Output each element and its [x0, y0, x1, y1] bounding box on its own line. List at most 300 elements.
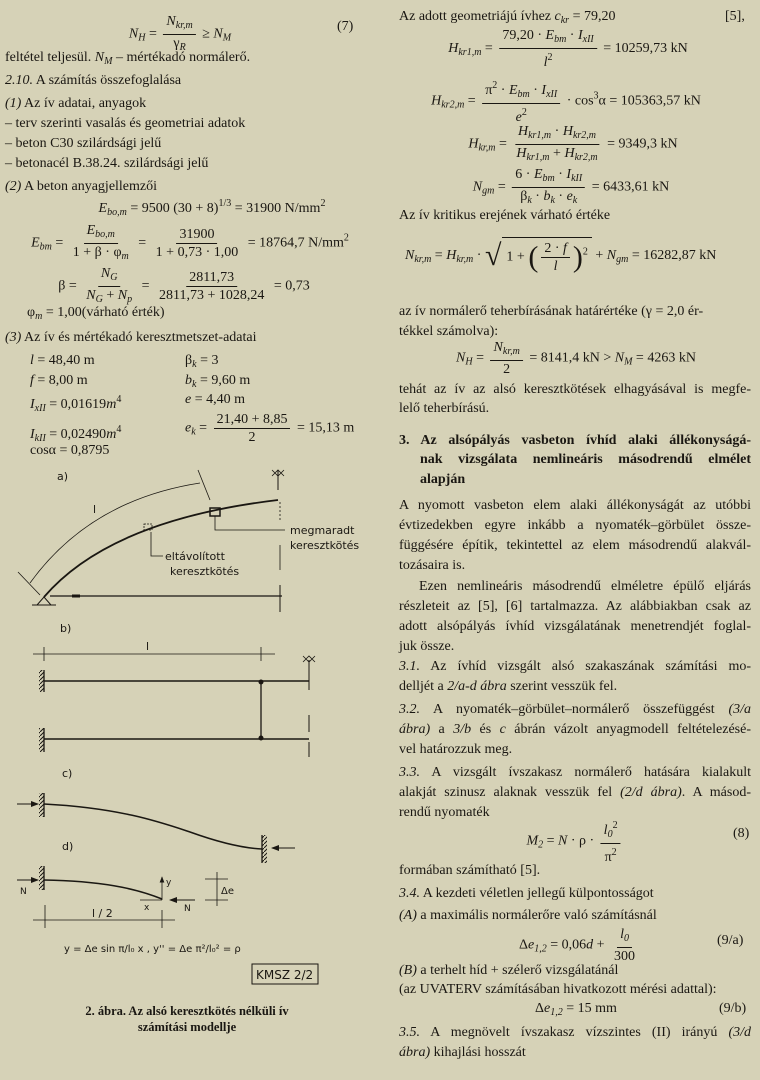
square-root: [484, 239, 592, 274]
text-line: juk össze.: [399, 639, 455, 654]
text: =: [495, 136, 511, 152]
kept-label: keresztkötés: [290, 539, 360, 552]
denominator: [500, 361, 513, 378]
italic-text: N: [86, 288, 96, 303]
italic-text: 3/b: [453, 722, 472, 737]
subscript: 1,2: [550, 1007, 563, 1018]
formula-m2: [526, 817, 623, 866]
subscript: bo,m: [107, 207, 127, 218]
param: [30, 391, 121, 418]
text: = 48,40 m: [33, 353, 95, 368]
superscript: 2: [582, 246, 588, 258]
superscript: 2: [547, 52, 553, 63]
text-line: [399, 1044, 526, 1062]
superscript: 3: [593, 90, 599, 102]
label-c: c): [62, 767, 73, 780]
superscript: 2: [611, 847, 617, 858]
italic-text: (2): [5, 179, 22, 194]
fixed-support-icon: [39, 670, 44, 692]
italic-text: H: [564, 146, 575, 161]
text: Az ív adatai, anyagok: [21, 96, 147, 111]
denominator: [517, 188, 580, 209]
text: =: [134, 235, 150, 251]
text: =: [51, 235, 67, 251]
italic-text: l: [620, 927, 624, 942]
subscript: kII: [571, 173, 583, 184]
formula-hkr1: [448, 27, 688, 71]
text: kihajlási hosszát: [430, 1045, 526, 1060]
italic-text: E: [508, 83, 518, 98]
text: = 8141,4 kN >: [525, 350, 615, 366]
italic-text: H: [517, 124, 529, 139]
text: =: [464, 93, 480, 109]
italic-text: M: [526, 833, 539, 849]
text: delljét a: [399, 679, 448, 694]
subscript: kr,m: [414, 254, 432, 266]
italic-text: I: [30, 397, 35, 412]
text-line: [5, 178, 157, 196]
text: Az adott geometriájú ívhez: [399, 9, 555, 24]
param: [30, 352, 95, 370]
italic-text: H: [446, 248, 457, 264]
subscript: k: [192, 379, 197, 390]
text: +: [591, 248, 607, 264]
arch-curve: [44, 500, 278, 597]
param: [30, 372, 88, 390]
italic-text: N: [456, 350, 466, 366]
text: π: [604, 850, 612, 865]
text: – mértékadó normálerő.: [112, 50, 251, 65]
subscript: R: [179, 42, 186, 53]
text: β: [520, 189, 528, 204]
italic-text: l: [30, 353, 34, 368]
figure-formula: y = Δe sin π/l₀ x , y'' = Δe π²/l₀² = ρ: [64, 944, 241, 955]
italic-text: e: [515, 110, 522, 125]
italic-text: c: [554, 9, 561, 24]
subscript: kr,m: [456, 254, 474, 266]
text-line: [5, 95, 146, 113]
subscript: xII: [546, 89, 558, 100]
italic-text: ábra): [399, 1045, 431, 1060]
italic-text: N: [166, 14, 176, 29]
subscript: kr1,m: [528, 130, 552, 141]
text: ·: [554, 167, 567, 182]
text: Az ívhíd vizsgált alsó szakaszának számítási mo-: [420, 659, 751, 674]
italic-text: E: [86, 223, 96, 238]
superscript: 2: [492, 80, 498, 91]
text-line: [5, 329, 257, 347]
italic-text: f: [30, 373, 34, 388]
italic-text: H: [468, 136, 479, 152]
italic-text: N: [606, 248, 617, 264]
text: = 4263 kN: [632, 350, 696, 366]
subscript: G: [95, 294, 103, 305]
axis-label: x: [144, 903, 150, 913]
italic-text: 3.5.: [399, 1025, 420, 1040]
text: . A másod-: [681, 785, 751, 800]
text: · cos: [563, 93, 594, 109]
removed-label: eltávolított: [165, 550, 225, 563]
italic-text: I: [30, 427, 35, 442]
fraction: [541, 240, 570, 275]
italic-text: m: [106, 397, 117, 412]
italic-text: 2.10.: [5, 73, 33, 88]
text: +: [102, 288, 118, 303]
denominator: [153, 244, 242, 261]
axis-label: y: [166, 878, 172, 888]
subscript: xII: [34, 403, 46, 414]
fraction: [491, 339, 523, 378]
numerator: [491, 339, 523, 361]
text: 2: [503, 362, 511, 377]
text: = 0,01619: [45, 397, 107, 412]
italic-text: l: [543, 55, 548, 70]
numerator: [482, 77, 560, 104]
radical-icon: √: [484, 239, 502, 272]
subscript: 0: [607, 829, 613, 840]
subscript: M: [104, 56, 113, 67]
italic-text: 3.2.: [399, 702, 420, 717]
text: ·: [554, 189, 567, 204]
denominator: [70, 244, 132, 265]
fraction: [611, 926, 638, 965]
force-label: N: [184, 904, 191, 914]
text: = 0,73: [270, 278, 310, 294]
formula-nkr: [405, 237, 716, 275]
italic-text: I: [541, 83, 547, 98]
fraction: [482, 77, 560, 126]
text-line: [399, 885, 654, 903]
text: 1 + β · φ: [72, 245, 122, 260]
subscript: gm: [482, 185, 495, 197]
italic-text: N: [128, 26, 139, 42]
numerator: [499, 27, 596, 49]
text: = 0,06: [546, 937, 587, 953]
italic-text: H: [448, 41, 459, 57]
formula-ebm: [31, 222, 349, 265]
subscript: kr1,m: [458, 47, 482, 59]
text: =: [472, 350, 488, 366]
italic-text: H: [562, 124, 573, 139]
text: alakját szinusz alaknak vesszük fel: [399, 785, 621, 800]
italic-text: e: [185, 420, 192, 436]
numerator: [176, 226, 217, 244]
italic-text: c: [499, 722, 506, 737]
text: = 31900 N/mm: [231, 201, 321, 216]
half-length-label: l / 2: [92, 907, 113, 920]
formula-phi: [27, 304, 165, 326]
text: = 10259,73 kN: [599, 41, 688, 57]
subscript: bo,m: [95, 229, 115, 240]
text: = 9,60 m: [196, 373, 251, 388]
italic-text: f: [563, 241, 567, 256]
formula-beta: [58, 265, 310, 308]
italic-text: N: [614, 350, 625, 366]
subscript: k: [191, 426, 196, 438]
superscript: 1/3: [218, 198, 232, 209]
subscript: kr: [560, 15, 570, 26]
text: A kezdeti véletlen jellegű külpontosságot: [420, 886, 654, 901]
parenthesis: (: [528, 240, 539, 274]
label-b: b): [60, 622, 72, 635]
subscript: m: [121, 251, 129, 262]
delta-e-label: Δe: [221, 886, 234, 897]
text: feltétel teljesül.: [5, 50, 95, 65]
numerator: [98, 265, 121, 287]
subscript: k: [527, 195, 532, 206]
text: +: [549, 146, 565, 161]
parenthesis: ): [572, 240, 583, 274]
italic-text: (A): [399, 908, 417, 923]
text: = 9500 (30 + 8): [126, 201, 219, 216]
text-line: tozásaira is.: [399, 558, 466, 573]
text-line: Ezen nemlineáris másodrendű elméletre épülő eljárás: [419, 579, 751, 594]
subscript: kr2,m: [441, 99, 465, 111]
italic-text: E: [545, 28, 555, 43]
italic-text: e: [185, 392, 192, 407]
subscript: p: [127, 294, 133, 305]
text: a terhelt híd + szélerő vizsgálatánál: [416, 963, 619, 978]
text: +: [593, 937, 609, 953]
text: ·: [566, 28, 578, 43]
subscript: kr,m: [502, 346, 520, 357]
subscript: kr1,m: [526, 152, 550, 163]
italic-text: 3.4.: [399, 886, 420, 901]
numerator: [617, 926, 632, 948]
superscript: 4: [116, 394, 122, 405]
fraction: [601, 817, 621, 866]
italic-text: (B): [399, 963, 417, 978]
italic-text: (3/a: [728, 702, 751, 717]
fraction: [70, 222, 132, 265]
equation-number: (9/a): [717, 933, 744, 948]
italic-text: N: [94, 50, 105, 65]
text-line: [399, 764, 751, 782]
text-line: [399, 784, 751, 802]
subscript: kr2,m: [572, 130, 596, 141]
superscript: 2: [521, 107, 527, 118]
superscript: 2: [320, 198, 326, 209]
numerator: [186, 269, 237, 287]
text: = 79,20: [569, 9, 616, 24]
formula-ebo: [99, 195, 326, 222]
text: cosα = 0,8795: [30, 443, 110, 458]
italic-text: l: [603, 823, 608, 838]
text: = 1,00(várható érték): [42, 305, 165, 320]
italic-text: m: [106, 427, 117, 442]
italic-text: (1): [5, 96, 22, 111]
text: φ: [27, 305, 36, 320]
text: = 4,40 m: [191, 392, 246, 407]
text: =: [195, 420, 211, 436]
kept-label: megmaradt: [290, 524, 355, 537]
numerator: [541, 240, 570, 258]
text: 2: [248, 430, 256, 445]
list-item: – terv szerinti vasalás és geometriai adatok: [5, 116, 246, 131]
italic-text: E: [533, 167, 543, 182]
formula-9a: [519, 926, 641, 965]
subscript: H: [138, 32, 146, 44]
label-a: a): [57, 470, 69, 483]
label-d: d): [62, 840, 74, 853]
formula-nh: [456, 339, 696, 378]
italic-text: E: [31, 235, 40, 251]
text: ·: [529, 83, 542, 98]
param: [185, 391, 245, 409]
text: 1 +: [506, 249, 529, 265]
fraction: [83, 265, 135, 308]
italic-text: I: [566, 167, 572, 182]
italic-text: N: [472, 179, 483, 195]
text: 300: [614, 949, 636, 964]
italic-text: E: [98, 201, 108, 216]
denominator: [541, 49, 556, 71]
italic-text: N: [117, 288, 128, 303]
italic-text: e: [544, 1001, 551, 1016]
fixed-support-icon: [39, 728, 44, 752]
superscript: 2: [612, 820, 618, 831]
italic-text: ábra): [399, 722, 431, 737]
dimension-label: l: [146, 640, 150, 653]
param: [185, 411, 354, 446]
text-line: tékkel számolva):: [399, 324, 499, 339]
text: =: [138, 278, 153, 294]
equation-number: (7): [337, 19, 354, 34]
italic-text: (2/d ábra): [620, 785, 682, 800]
text-line: A nyomott vasbeton elem alaki állékonyságát az utóbbi: [399, 498, 751, 513]
italic-text: e: [527, 937, 535, 953]
reference: [5],: [725, 9, 745, 24]
text: A nyomaték–görbület–normálerő összefüggést: [420, 702, 729, 717]
text: 2 ·: [544, 241, 563, 256]
subscript: H: [465, 356, 473, 368]
text-line: vel határozzuk meg.: [399, 742, 513, 757]
text: ábrán vázolt anyagmodell feltételezésé-: [505, 722, 751, 737]
subscript: xII: [582, 34, 594, 45]
italic-text: l: [553, 259, 558, 274]
text: · ρ ·: [567, 833, 598, 849]
text-line: lelő teherbírású.: [399, 401, 490, 416]
italic-text: I: [577, 28, 583, 43]
subscript: bm: [542, 173, 555, 184]
figure-stamp: KMSZ 2/2: [256, 968, 314, 982]
text: 31900: [179, 227, 215, 242]
italic-text: (3/d: [728, 1025, 751, 1040]
subscript: 1,2: [534, 943, 547, 955]
text: =: [431, 248, 447, 264]
text: A beton anyagjellemzői: [21, 179, 158, 194]
text-line: évtizedekben egyre inkább a nyomaték–görbület össze-: [399, 518, 751, 533]
italic-text: 3.3.: [399, 765, 420, 780]
list-item: – betonacél B.38.24. szilárdsági jelű: [5, 156, 209, 171]
text: = 6433,61 kN: [588, 179, 670, 195]
formula-ngm: [473, 166, 669, 209]
support-icon: [37, 597, 51, 605]
italic-text: 3.1.: [399, 659, 420, 674]
denominator: [246, 429, 259, 446]
italic-text: N: [100, 266, 111, 281]
italic-text: (3): [5, 330, 22, 345]
figure-caption: 2. ábra. Az alsó keresztkötés nélküli ív: [85, 1004, 289, 1018]
text: = 15 mm: [562, 1001, 617, 1016]
figure-caption: számítási modellje: [137, 1020, 237, 1034]
numerator: [512, 166, 585, 188]
text-line: [399, 907, 657, 925]
italic-text: b: [185, 373, 192, 388]
italic-text: N: [558, 833, 568, 849]
half-beam: [44, 880, 162, 899]
text: 21,40 + 8,85: [216, 412, 288, 427]
subscript: k: [550, 195, 555, 206]
fraction: [499, 27, 596, 71]
text-line: tehát az ív az alsó keresztkötések elhagyásával is megfe-: [399, 382, 751, 397]
subscript: 0: [623, 933, 629, 944]
equation-number: (9/b): [719, 1001, 747, 1016]
denominator: [551, 258, 561, 275]
subscript: G: [110, 272, 118, 283]
text-line: [399, 678, 617, 696]
text-line: [5, 49, 250, 71]
subscript: gm: [616, 254, 629, 266]
text: és: [471, 722, 500, 737]
subscript: kr,m: [478, 142, 496, 154]
text: ·: [497, 83, 509, 98]
removed-label: keresztkötés: [170, 565, 240, 578]
italic-text: b: [543, 189, 551, 204]
text: A megnövelt ívszakasz vízszintes (II) irányú: [420, 1025, 729, 1040]
text-line: [399, 962, 618, 980]
text: a: [430, 722, 454, 737]
text: ·: [531, 189, 544, 204]
text: A vizsgált ívszakasz normálerő hatására kialakult: [420, 765, 751, 780]
text: 79,20 ·: [502, 28, 546, 43]
subscript: bm: [554, 34, 567, 45]
text-line: Az ív kritikus erejének várható értéke: [399, 208, 611, 223]
section-heading: alapján: [420, 472, 466, 487]
formula-9b: [535, 1000, 617, 1022]
denominator: [156, 287, 267, 304]
param: [185, 352, 218, 374]
subscript: k: [572, 195, 578, 206]
italic-text: N: [493, 340, 503, 355]
italic-text: H: [431, 93, 442, 109]
subscript: 2: [538, 839, 544, 851]
text-line: részleteit az [5], [6] tartalmazza. Az alábbiakban csak az: [399, 599, 751, 614]
text: szerint vesszük fel.: [506, 679, 618, 694]
subscript: k: [192, 359, 197, 370]
text-line: adott alsópályás ívhíd vizsgálatának menetrendjét foglal-: [399, 619, 751, 634]
italic-text: N: [405, 248, 415, 264]
denominator: [602, 844, 620, 866]
text: 1 + 0,73 · 1,00: [155, 245, 239, 260]
text-line: [399, 1024, 751, 1042]
section-heading: nak vizsgálata nemlineáris másodrendű elmélet: [420, 452, 751, 467]
text: β =: [58, 278, 81, 294]
section-heading: 3. Az alsópályás vasbeton ívhíd alaki állékonyságá-: [399, 433, 751, 448]
figure-2: [0, 455, 380, 1015]
subscript: kII: [34, 433, 46, 444]
subscript: bm: [517, 89, 530, 100]
numerator: [515, 123, 599, 145]
text: γ: [173, 36, 180, 51]
italic-text: 2/a-d ábra: [447, 679, 507, 694]
text: A számítás összefoglalása: [33, 73, 182, 88]
buckled-beam: [44, 804, 262, 849]
text: α = 105363,57 kN: [598, 93, 701, 109]
numerator: [214, 411, 291, 429]
subscript: M: [222, 32, 232, 44]
text: = 16282,87 kN: [628, 248, 717, 264]
